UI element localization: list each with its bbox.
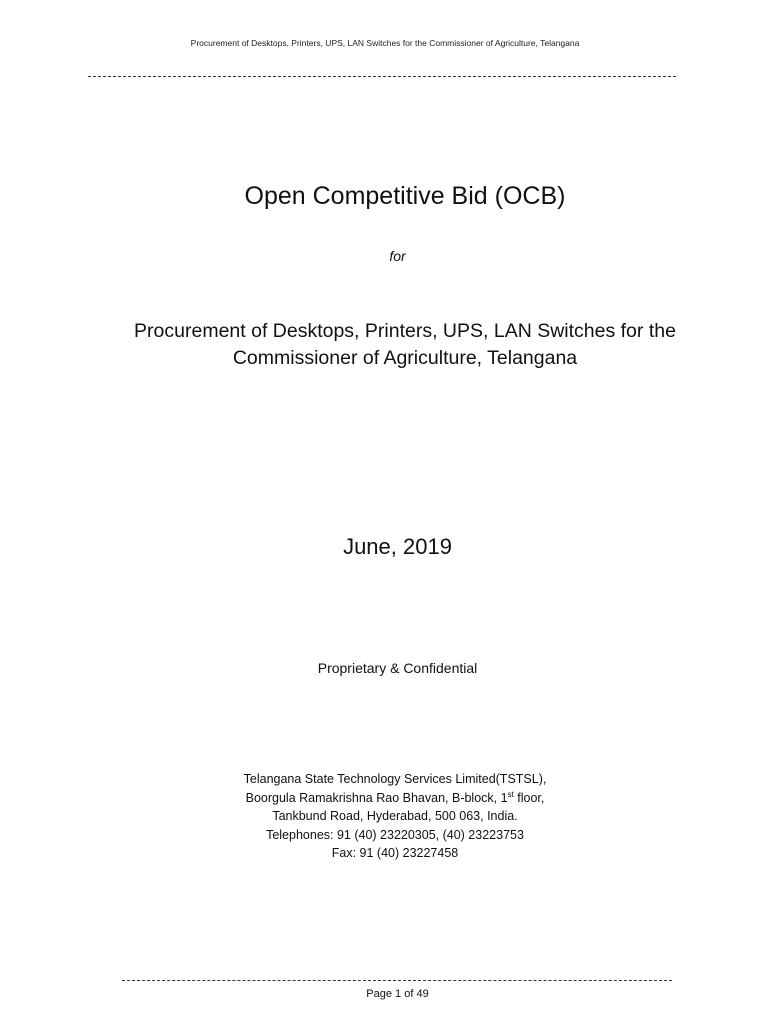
page-number: Page 1 of 49 bbox=[366, 988, 429, 1000]
floor-ordinal-superscript: st bbox=[507, 789, 514, 799]
organization-address-block bbox=[200, 770, 590, 863]
address-line-2: Tankbund Road, Hyderabad, 500 063, India. bbox=[272, 809, 518, 823]
running-header: Procurement of Desktops, Printers, UPS, LAN Switches for the Commissioner of Agriculture, Telangana bbox=[190, 38, 580, 48]
confidentiality-notice: Proprietary & Confidential bbox=[317, 660, 478, 676]
document-title: Open Competitive Bid (OCB) bbox=[244, 182, 566, 210]
address-line-1-prefix: Boorgula Ramakrishna Rao Bhavan, B-block, 1 bbox=[245, 790, 508, 805]
subject-line-1: Procurement of Desktops, Printers, UPS, LAN Switches for the bbox=[134, 320, 676, 342]
document-subject bbox=[110, 318, 700, 372]
document-date: June, 2019 bbox=[343, 534, 452, 559]
for-text: for bbox=[389, 248, 406, 264]
fax-number: Fax: 91 (40) 23227458 bbox=[331, 846, 459, 860]
subject-line-2: Commissioner of Agriculture, Telangana bbox=[232, 347, 578, 369]
header-divider bbox=[88, 76, 676, 77]
address-line-1 bbox=[200, 789, 590, 808]
organization-name: Telangana State Technology Services Limited(TSTSL), bbox=[243, 772, 547, 786]
address-line-1-suffix: floor, bbox=[513, 790, 545, 805]
footer-divider bbox=[122, 980, 672, 981]
telephone-numbers: Telephones: 91 (40) 23220305, (40) 23223753 bbox=[266, 827, 524, 842]
